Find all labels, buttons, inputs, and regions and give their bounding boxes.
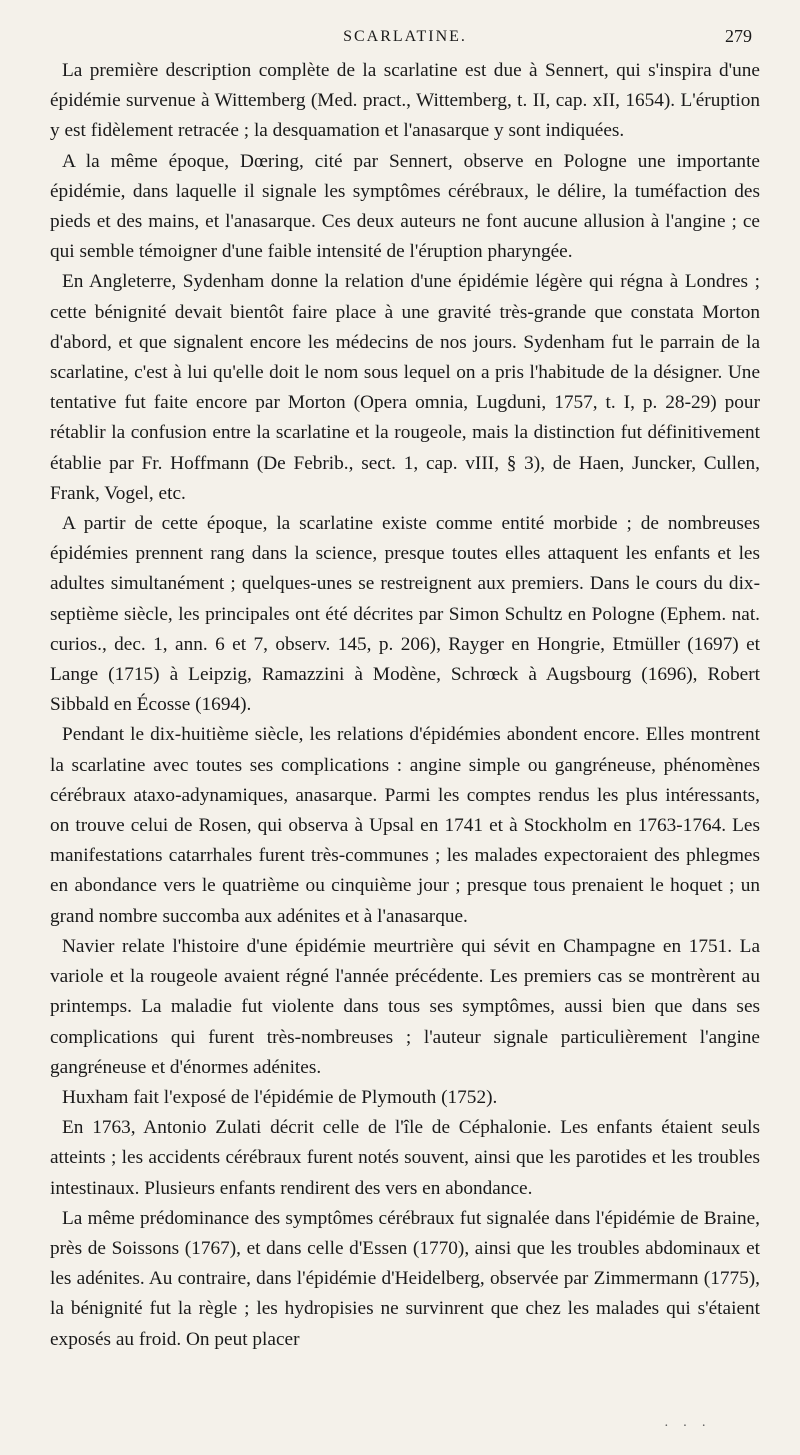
running-head bbox=[50, 22, 760, 56]
body-text bbox=[50, 56, 760, 1355]
paragraph-first-description: La première description complète de la scarlatine est due à Sennert, qui s'inspira d'une épidémie survenue à Wittemberg (Med. pract., Wittemberg, t. II, cap. xII, 1654). L'éruption y est fidèlement retracée ; la desquamation et l'anasarque y sont indiquées. bbox=[50, 60, 760, 142]
paragraph-seventeenth-century: A partir de cette époque, la scarlatine existe comme entité morbide ; de nombreuses épidémies prennent rang dans la science, presque toutes elles attaquent les enfants et les adultes simultanément ; quelques-unes se restreignent aux premiers. Dans le cours du dix-septième siècle, les principales ont été décrites par Simon Schultz en Pologne (Ephem. nat. curios., dec. 1, ann. 6 et 7, observ. 145, p. 206), Rayger en Hongrie, Etmüller (1697) et Lange (1715) à Leipzig, Ramazzini à Modène, Schrœck à Augsbourg (1696), Robert Sibbald en Écosse (1694). bbox=[50, 513, 760, 716]
paragraph-navier: Navier relate l'histoire d'une épidémie meurtrière qui sévit en Champagne en 1751. La variole et la rougeole avaient régné l'année précédente. Les premiers cas se montrèrent au printemps. La maladie fut violente dans tous ses symptômes, aussi bien que dans ses complications qui furent très-nombreuses ; l'auteur signale particulièrement l'angine gangréneuse et d'énormes adénites. bbox=[50, 935, 760, 1078]
paragraph-huxham: Huxham fait l'exposé de l'épidémie de Plymouth (1752). bbox=[62, 1086, 498, 1108]
paragraph-zulati: En 1763, Antonio Zulati décrit celle de l'île de Céphalonie. Les enfants étaient seuls atteints ; les accidents cérébraux furent notés souvent, ainsi que les parotides et les troubles intestinaux. Plusieurs enfants rendirent des vers en abondance. bbox=[50, 1117, 760, 1199]
paragraph-braine-essen: La même prédominance des symptômes cérébraux fut signalée dans l'épidémie de Braine, près de Soissons (1767), et dans celle d'Essen (1770), ainsi que les troubles abdominaux et les adénites. Au contraire, dans l'épidémie d'Heidelberg, observée par Zimmermann (1775), la bénignité fut la règle ; les hydropisies ne survinrent que chez les malades qui s'étaient exposés au froid. On peut placer bbox=[50, 1207, 760, 1350]
scan-specks: ··· bbox=[664, 1419, 720, 1434]
paragraph-sydenham: En Angleterre, Sydenham donne la relation d'une épidémie légère qui régna à Londres ; cette bénignité devait bientôt faire place à une gravité très-grande que constata Morton d'abord, et que signalent encore les médecins de nos jours. Sydenham fut le parrain de la scarlatine, c'est à lui qu'elle doit le nom sous lequel on a pris l'habitude de la désigner. Une tentative fut faite encore par Morton (Opera omnia, Lugduni, 1757, t. I, p. 28-29) pour rétablir la confusion entre la scarlatine et la rougeole, mais la distinction fut définitivement établie par Fr. Hoffmann (De Febrib., sect. 1, cap. vIII, § 3), de Haen, Juncker, Cullen, Frank, Vogel, etc. bbox=[50, 271, 760, 504]
paragraph-doering: A la même époque, Dœring, cité par Sennert, observe en Pologne une importante épidémie, dans laquelle il signale les symptômes cérébraux, le délire, la tuméfaction des pieds et des mains, et l'anasarque. Ces deux auteurs ne font aucune allusion à l'angine ; ce qui semble témoigner d'une faible intensité de l'éruption pharyngée. bbox=[50, 150, 760, 263]
page-number: 279 bbox=[725, 26, 752, 46]
running-title: SCARLATINE. bbox=[343, 28, 467, 45]
paragraph-eighteenth-century: Pendant le dix-huitième siècle, les relations d'épidémies abondent encore. Elles montrent la scarlatine avec toutes ses complications : angine simple ou gangréneuse, phénomènes cérébraux ataxo-adynamiques, anasarque. Parmi les comptes rendus les plus intéressants, on trouve celui de Rosen, qui observa à Upsal en 1741 et à Stockholm en 1763-1764. Les manifestations catarrhales furent très-communes ; les malades expectoraient des phlegmes en abondance vers le quatrième ou cinquième jour ; presque tous prenaient le hoquet ; un grand nombre succomba aux adénites et à l'anasarque. bbox=[50, 724, 760, 927]
